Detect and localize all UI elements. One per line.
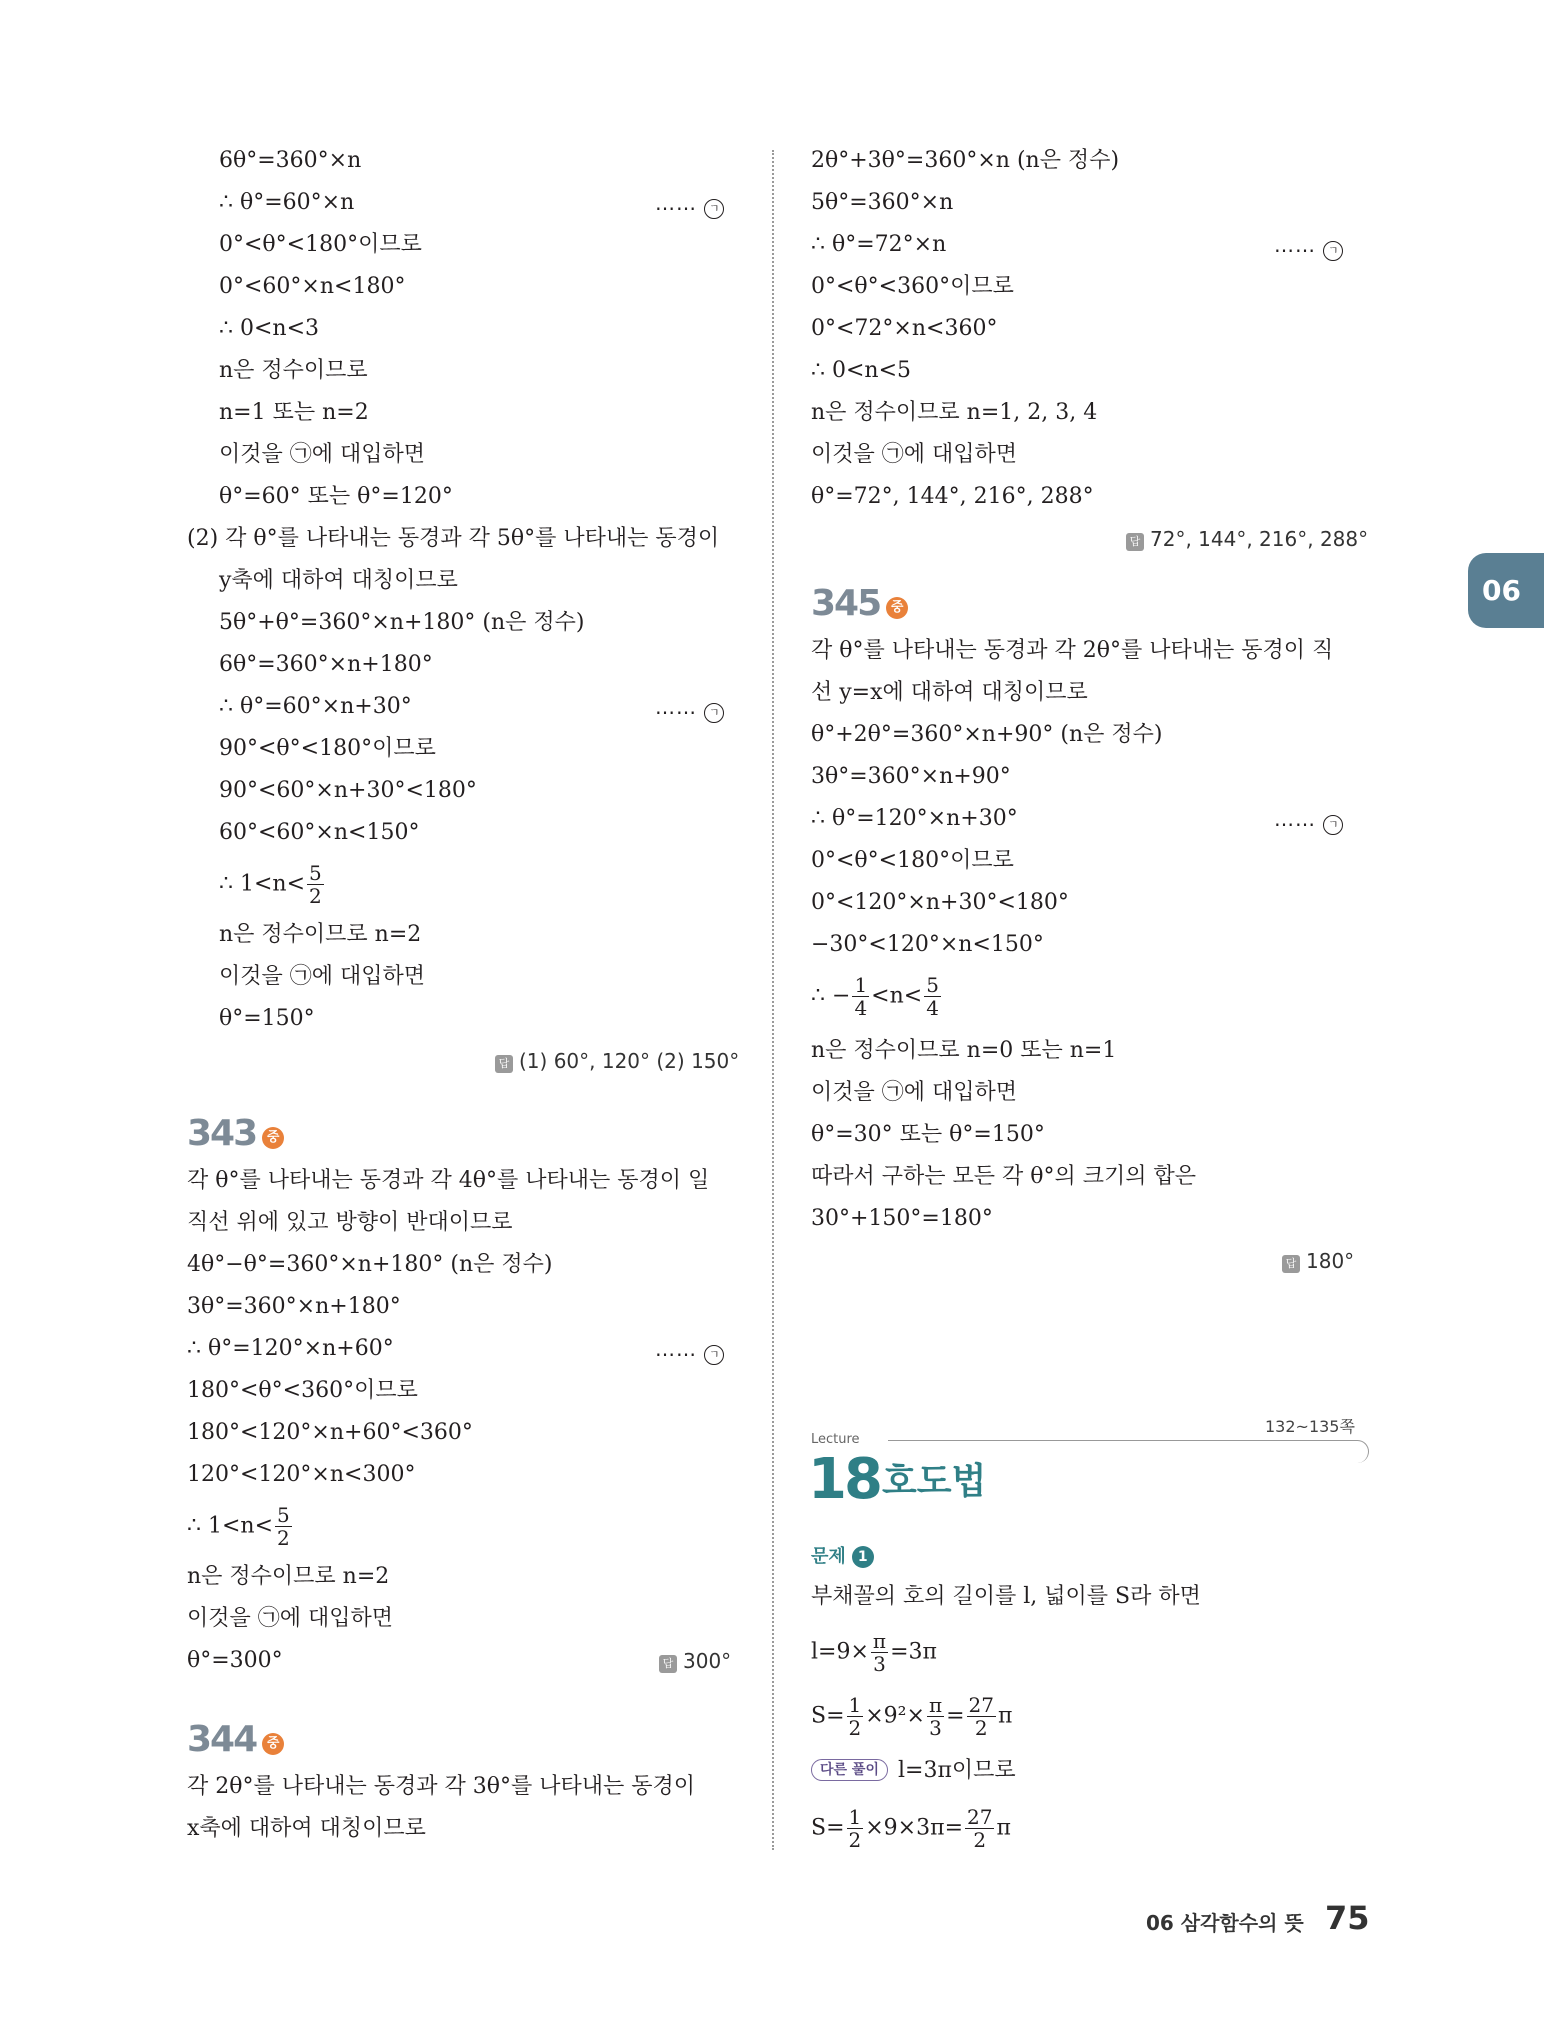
page-number: 75 xyxy=(1325,1899,1370,1937)
problem-label: 문제 1 xyxy=(811,1543,874,1571)
answer xyxy=(1126,524,1368,554)
formula-text: l=3π이므로 xyxy=(897,1758,1016,1783)
fraction xyxy=(927,1694,944,1739)
solution-line: θ°=30° 또는 θ°=150° xyxy=(811,1122,1045,1147)
answer xyxy=(495,1046,739,1076)
fraction-numerator: π xyxy=(928,1693,943,1717)
circled-marker-icon: ㄱ xyxy=(704,703,724,723)
chapter-side-tab: 06 xyxy=(1468,553,1544,628)
solution-line: 각 2θ°를 나타내는 동경과 각 3θ°를 나타내는 동경이 xyxy=(187,1774,695,1799)
solution-line xyxy=(811,1756,1016,1786)
formula-text: ×9×3π= xyxy=(865,1815,964,1841)
solution-line: ∴ θ°=72°×n xyxy=(811,232,947,257)
formula-text: S= xyxy=(811,1815,845,1841)
solution-line: 180°<120°×n+60°<360° xyxy=(187,1420,473,1445)
solution-line: 90°<θ°<180°이므로 xyxy=(219,736,436,761)
inequality-text: ∴ 1<n< xyxy=(219,871,306,897)
fraction-numerator: 5 xyxy=(277,1503,290,1527)
footer-chapter-title: 06 삼각함수의 뜻 xyxy=(1146,1911,1304,1935)
difficulty-badge-icon: 중 xyxy=(886,597,908,619)
problem-number: 345 중 xyxy=(811,584,908,624)
inequality-text: <n< xyxy=(871,983,923,1009)
formula-text: π xyxy=(997,1703,1013,1729)
solution-line: n=1 또는 n=2 xyxy=(219,400,369,425)
dots: …… xyxy=(655,191,697,215)
answer-text: 300° xyxy=(683,1649,732,1673)
solution-line: ∴ 0<n<5 xyxy=(811,358,912,383)
fraction xyxy=(871,1630,888,1675)
fraction xyxy=(275,1504,292,1549)
problem-number: 343 중 xyxy=(187,1114,284,1154)
solution-line: 직선 위에 있고 방향이 반대이므로 xyxy=(187,1210,513,1235)
fraction-numerator: 1 xyxy=(848,1693,862,1717)
solution-line: 3θ°=360°×n+90° xyxy=(811,764,1011,789)
solution-line: 0°<60°×n<180° xyxy=(219,274,406,299)
equation-marker xyxy=(1274,230,1343,261)
fraction-numerator: 5 xyxy=(926,973,939,997)
inequality-text: ∴ − xyxy=(811,983,851,1009)
solution-line: (2) 각 θ°를 나타내는 동경과 각 5θ°를 나타내는 동경이 xyxy=(187,526,720,551)
equation-marker xyxy=(1274,804,1343,835)
circled-marker-icon: ㄱ xyxy=(704,1345,724,1365)
solution-line: θ°=60° 또는 θ°=120° xyxy=(219,484,453,509)
answer-badge-icon: 답 xyxy=(1126,533,1144,551)
solution-line: 6θ°=360°×n+180° xyxy=(219,652,433,677)
answer-badge-icon: 답 xyxy=(495,1055,513,1073)
fraction-denominator: 3 xyxy=(873,1652,886,1676)
solution-line: n은 정수이므로 n=2 xyxy=(219,922,422,947)
solution-line: y축에 대하여 대칭이므로 xyxy=(219,568,458,593)
fraction-denominator: 4 xyxy=(926,996,939,1020)
solution-line: θ°=150° xyxy=(219,1006,315,1031)
solution-line: 0°<120°×n+30°<180° xyxy=(811,890,1069,915)
solution-line: 이것을 ㉠에 대입하면 xyxy=(187,1606,394,1631)
solution-line: x축에 대하여 대칭이므로 xyxy=(187,1816,426,1841)
lecture-label: Lecture xyxy=(811,1432,860,1447)
solution-line xyxy=(219,862,326,907)
answer xyxy=(1282,1246,1354,1276)
solution-line: 각 θ°를 나타내는 동경과 각 2θ°를 나타내는 동경이 직 xyxy=(811,638,1334,663)
column-divider xyxy=(772,150,774,1850)
formula-text: = xyxy=(946,1703,965,1729)
solution-line: n은 정수이므로 xyxy=(219,358,368,383)
fraction xyxy=(847,1806,864,1851)
dots: …… xyxy=(655,1337,697,1361)
fraction xyxy=(924,974,941,1019)
solution-line: 3θ°=360°×n+180° xyxy=(187,1294,401,1319)
fraction xyxy=(967,1694,996,1739)
dots: …… xyxy=(1274,233,1316,257)
fraction-denominator: 3 xyxy=(929,1716,942,1740)
solution-line: 이것을 ㉠에 대입하면 xyxy=(811,442,1018,467)
fraction-denominator: 2 xyxy=(973,1828,987,1852)
solution-line: θ°=300° xyxy=(187,1648,283,1673)
solution-line: 30°+150°=180° xyxy=(811,1206,993,1231)
formula-text: =3π xyxy=(890,1639,937,1665)
solution-line: 4θ°−θ°=360°×n+180° (n은 정수) xyxy=(187,1252,553,1277)
equation-marker xyxy=(655,1334,724,1365)
solution-line: 이것을 ㉠에 대입하면 xyxy=(219,964,426,989)
solution-line: ∴ 0<n<3 xyxy=(219,316,320,341)
fraction xyxy=(965,1806,994,1851)
answer xyxy=(659,1646,731,1676)
solution-line: 0°<72°×n<360° xyxy=(811,316,998,341)
dots: …… xyxy=(1274,807,1316,831)
lecture-pages: 132~135쪽 xyxy=(1265,1417,1355,1436)
solution-line: 90°<60°×n+30°<180° xyxy=(219,778,477,803)
solution-line: 부채꼴의 호의 길이를 l, 넓이를 S라 하면 xyxy=(811,1584,1201,1609)
solution-line: 0°<θ°<180°이므로 xyxy=(219,232,422,257)
fraction-denominator: 2 xyxy=(974,1716,988,1740)
fraction-numerator: 27 xyxy=(968,1693,994,1717)
fraction-denominator: 4 xyxy=(854,996,868,1020)
fraction-denominator: 2 xyxy=(277,1526,290,1550)
solution-line: 120°<120°×n<300° xyxy=(187,1462,416,1487)
fraction-denominator: 2 xyxy=(848,1828,862,1852)
answer-badge-icon: 답 xyxy=(1282,1255,1300,1273)
solution-line: 6θ°=360°×n xyxy=(219,148,362,173)
formula-text: l=9× xyxy=(811,1639,869,1665)
fraction-denominator: 2 xyxy=(848,1716,862,1740)
difficulty-badge-icon: 중 xyxy=(262,1127,284,1149)
dots: …… xyxy=(655,695,697,719)
solution-line xyxy=(811,1806,1011,1851)
formula-text: S= xyxy=(811,1703,845,1729)
solution-line: 0°<θ°<360°이므로 xyxy=(811,274,1014,299)
solution-line: 180°<θ°<360°이므로 xyxy=(187,1378,418,1403)
solution-line: n은 정수이므로 n=1, 2, 3, 4 xyxy=(811,400,1098,425)
solution-line xyxy=(187,1504,294,1549)
solution-line: ∴ θ°=120°×n+60° xyxy=(187,1336,394,1361)
solution-line xyxy=(811,1630,937,1675)
alt-solution-badge: 다른 풀이 xyxy=(811,1759,888,1781)
solution-line: 따라서 구하는 모든 각 θ°의 크기의 합은 xyxy=(811,1164,1196,1189)
problem-number: 344 중 xyxy=(187,1720,284,1760)
solution-line: 5θ°=360°×n xyxy=(811,190,954,215)
solution-line: ∴ θ°=60°×n+30° xyxy=(219,694,412,719)
answer-badge-icon: 답 xyxy=(659,1655,677,1673)
equation-marker xyxy=(655,692,724,723)
solution-line: ∴ θ°=60°×n xyxy=(219,190,355,215)
circled-marker-icon: ㄱ xyxy=(704,199,724,219)
solution-line: ∴ θ°=120°×n+30° xyxy=(811,806,1018,831)
solution-line: 0°<θ°<180°이므로 xyxy=(811,848,1014,873)
fraction-numerator: 1 xyxy=(854,973,868,997)
fraction-numerator: π xyxy=(872,1629,887,1653)
fraction-denominator: 2 xyxy=(309,884,322,908)
solution-line xyxy=(811,1694,1012,1739)
solution-line xyxy=(811,974,943,1019)
difficulty-badge-icon: 중 xyxy=(262,1733,284,1755)
solution-line: 선 y=x에 대하여 대칭이므로 xyxy=(811,680,1088,705)
solution-line: θ°+2θ°=360°×n+90° (n은 정수) xyxy=(811,722,1163,747)
circled-marker-icon: ㄱ xyxy=(1323,815,1343,835)
fraction xyxy=(852,974,869,1019)
solution-line: 각 θ°를 나타내는 동경과 각 4θ°를 나타내는 동경이 일 xyxy=(187,1168,710,1193)
solution-line: 5θ°+θ°=360°×n+180° (n은 정수) xyxy=(219,610,585,635)
circled-marker-icon: ㄱ xyxy=(1323,241,1343,261)
fraction-numerator: 1 xyxy=(848,1805,862,1829)
formula-text: ×9²× xyxy=(865,1703,925,1729)
solution-line: 2θ°+3θ°=360°×n (n은 정수) xyxy=(811,148,1120,173)
lecture-number: 18 xyxy=(808,1447,880,1512)
fraction xyxy=(307,862,324,907)
solution-line: 이것을 ㉠에 대입하면 xyxy=(219,442,426,467)
answer-text: 180° xyxy=(1306,1249,1355,1273)
equation-marker xyxy=(655,188,724,219)
lecture-title: 호도법 xyxy=(882,1461,987,1502)
solution-line: 이것을 ㉠에 대입하면 xyxy=(811,1080,1018,1105)
fraction xyxy=(847,1694,864,1739)
solution-line: θ°=72°, 144°, 216°, 288° xyxy=(811,484,1094,509)
answer-text: (1) 60°, 120° (2) 150° xyxy=(519,1049,740,1073)
formula-text: π xyxy=(996,1815,1011,1841)
fraction-numerator: 5 xyxy=(309,861,322,885)
answer-text: 72°, 144°, 216°, 288° xyxy=(1150,527,1369,551)
problem-number-icon: 1 xyxy=(852,1546,874,1568)
inequality-text: ∴ 1<n< xyxy=(187,1513,274,1539)
solution-line: n은 정수이므로 n=0 또는 n=1 xyxy=(811,1038,1117,1063)
solution-line: 60°<60°×n<150° xyxy=(219,820,420,845)
solution-line: n은 정수이므로 n=2 xyxy=(187,1564,390,1589)
fraction-numerator: 27 xyxy=(967,1805,993,1829)
solution-line: −30°<120°×n<150° xyxy=(811,932,1044,957)
